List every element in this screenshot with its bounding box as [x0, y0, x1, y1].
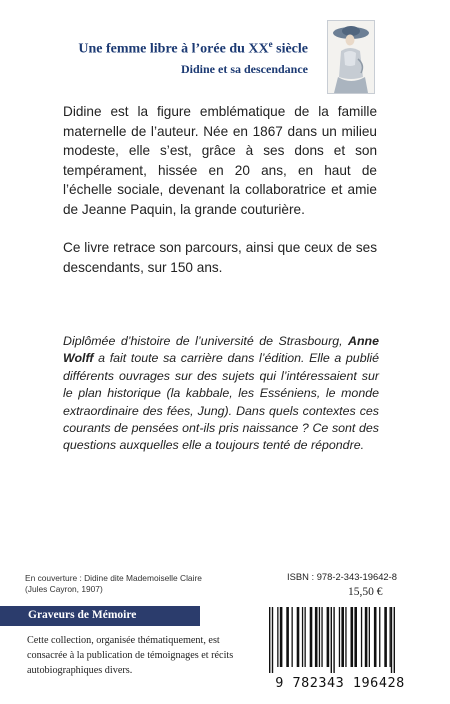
cover-credit-line-2: (Jules Cayron, 1907) [25, 584, 103, 594]
book-title-superscript: e [268, 39, 273, 49]
collection-name: Graveurs de Mémoire [28, 609, 137, 621]
book-title-end: siècle [272, 41, 308, 57]
cover-credit [25, 573, 202, 595]
description-paragraph-2: Ce livre retrace son parcours, ainsi que ceux de ses descendants, sur 150 ans. [63, 240, 377, 275]
collection-description: Cette collection, organisée thématiquement, est consacrée à la publication de témoignages et récits autobiographiques divers. [27, 635, 234, 676]
book-title-main: Une femme libre à l’orée du XX [78, 41, 269, 57]
cover-portrait-thumbnail [327, 20, 375, 94]
cover-credit-line-1: En couverture : Didine dite Mademoiselle Claire [25, 573, 202, 583]
author-bio [63, 333, 379, 455]
description-paragraph-1: Didine est la figure emblématique de la famille maternelle de l’auteur. Née en 1867 dans un milieu modeste, elle s’est, grâce à ses dons et son tempérament, hissée en 20 ans, en haut de l’échelle sociale, devenant la collaboratrice et amie de Jeanne Paquin, la grande couturière. [63, 104, 377, 217]
bio-text-before: Diplômée d’histoire de l’université de Strasbourg, [63, 334, 349, 348]
isbn: ISBN : 978-2-343-19642-8 [287, 571, 397, 582]
header-titles [78, 35, 308, 77]
barcode-digits: 9 782343 196428 [275, 675, 405, 691]
collection-banner [0, 606, 200, 626]
portrait-illustration [328, 21, 374, 93]
book-subtitle: Didine et sa descendance [181, 61, 308, 76]
barcode-bars [255, 601, 425, 675]
book-title [78, 35, 308, 59]
book-description [63, 102, 377, 296]
author-name: Anne Wolff [63, 334, 379, 366]
barcode [255, 601, 425, 693]
bio-text-after: a fait toute sa carrière dans l’édition. Elle a publié différents ouvrages sur des sujets qui l’intéressaient sur le plan historique (la kabbale, les Esséniens, le monde extraordinaire des fées, Jung). Dans quels contextes ces courants de pensées ont-ils pris naissance ? Ce sont des questions auxquelles elle a toujours tenté de répondre. [63, 351, 379, 453]
price: 15,50 € [348, 586, 383, 598]
